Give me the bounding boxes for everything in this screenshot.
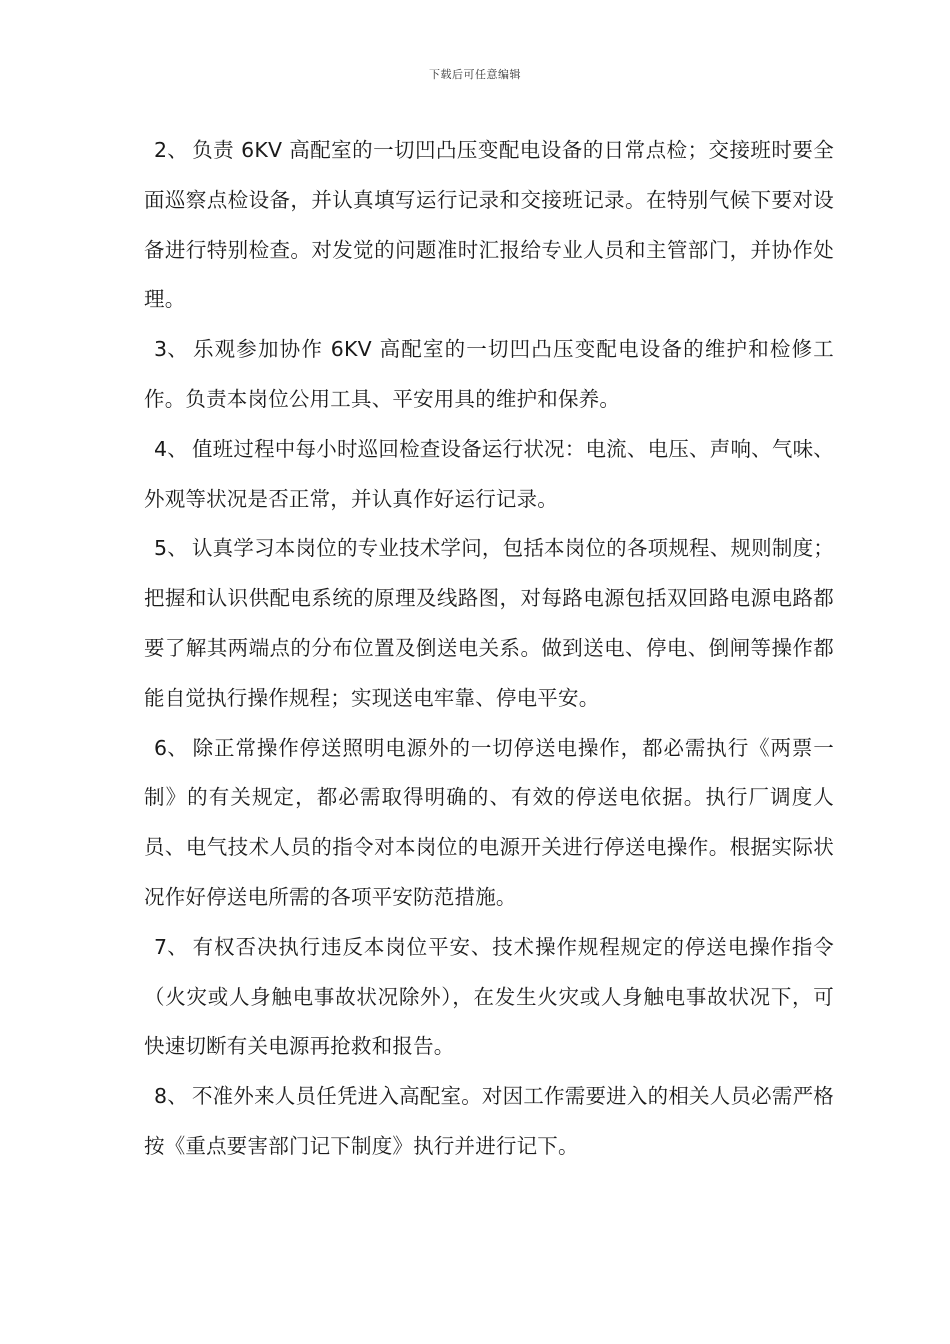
paragraph-item-8: [144, 1072, 834, 1172]
paragraph-number: 7、: [154, 934, 188, 959]
paragraph-item-3: [144, 325, 834, 425]
paragraph-item-2: [144, 126, 834, 325]
paragraph-number: 5、: [154, 536, 188, 561]
paragraph-text: 值班过程中每小时巡回检查设备运行状况：电流、电压、声响、气味、外观等状况是否正常，并认真作好运行记录。: [144, 436, 834, 511]
paragraph-item-4: [144, 425, 834, 525]
paragraph-number: 8、: [154, 1084, 188, 1109]
paragraph-item-7: [144, 923, 834, 1072]
document-body: [144, 126, 834, 1172]
paragraph-item-5: [144, 524, 834, 723]
paragraph-number: 4、: [154, 436, 188, 461]
header-note: 下载后可任意编辑: [429, 68, 521, 81]
paragraph-text: 不准外来人员任凭进入高配室。对因工作需要进入的相关人员必需严格按《重点要害部门记下制度》执行并进行记下。: [144, 1084, 834, 1158]
paragraph-text: 有权否决执行违反本岗位平安、技术操作规程规定的停送电操作指令（火灾或人身触电事故状况除外），在发生火灾或人身触电事故状况下，可快速切断有关电源再抢救和报告。: [144, 934, 834, 1059]
paragraph-text: 负责 6KV 高配室的一切凹凸压变配电设备的日常点检；交接班时要全面巡察点检设备，并认真填写运行记录和交接班记录。在特别气候下要对设备进行特别检查。对发觉的问题准时汇报给专业人员和主管部门，并协作处理。: [144, 138, 834, 312]
paragraph-text: 除正常操作停送照明电源外的一切停送电操作，都必需执行《两票一制》的有关规定，都必需取得明确的、有效的停送电依据。执行厂调度人员、电气技术人员的指令对本岗位的电源开关进行停送电操作。根据实际状况作好停送电所需的各项平安防范措施。: [144, 735, 834, 909]
paragraph-text: 认真学习本岗位的专业技术学问，包括本岗位的各项规程、规则制度；把握和认识供配电系统的原理及线路图，对每路电源包括双回路电源电路都要了解其两端点的分布位置及倒送电关系。做到送电、停电、倒闸等操作都能自觉执行操作规程；实现送电牢靠、停电平安。: [144, 536, 834, 710]
paragraph-number: 6、: [154, 735, 188, 760]
paragraph-item-6: [144, 724, 834, 923]
paragraph-text: 乐观参加协作 6KV 高配室的一切凹凸压变配电设备的维护和检修工作。负责本岗位公用工具、平安用具的维护和保养。: [144, 337, 834, 411]
paragraph-number: 2、: [154, 138, 188, 162]
paragraph-number: 3、: [154, 337, 188, 362]
